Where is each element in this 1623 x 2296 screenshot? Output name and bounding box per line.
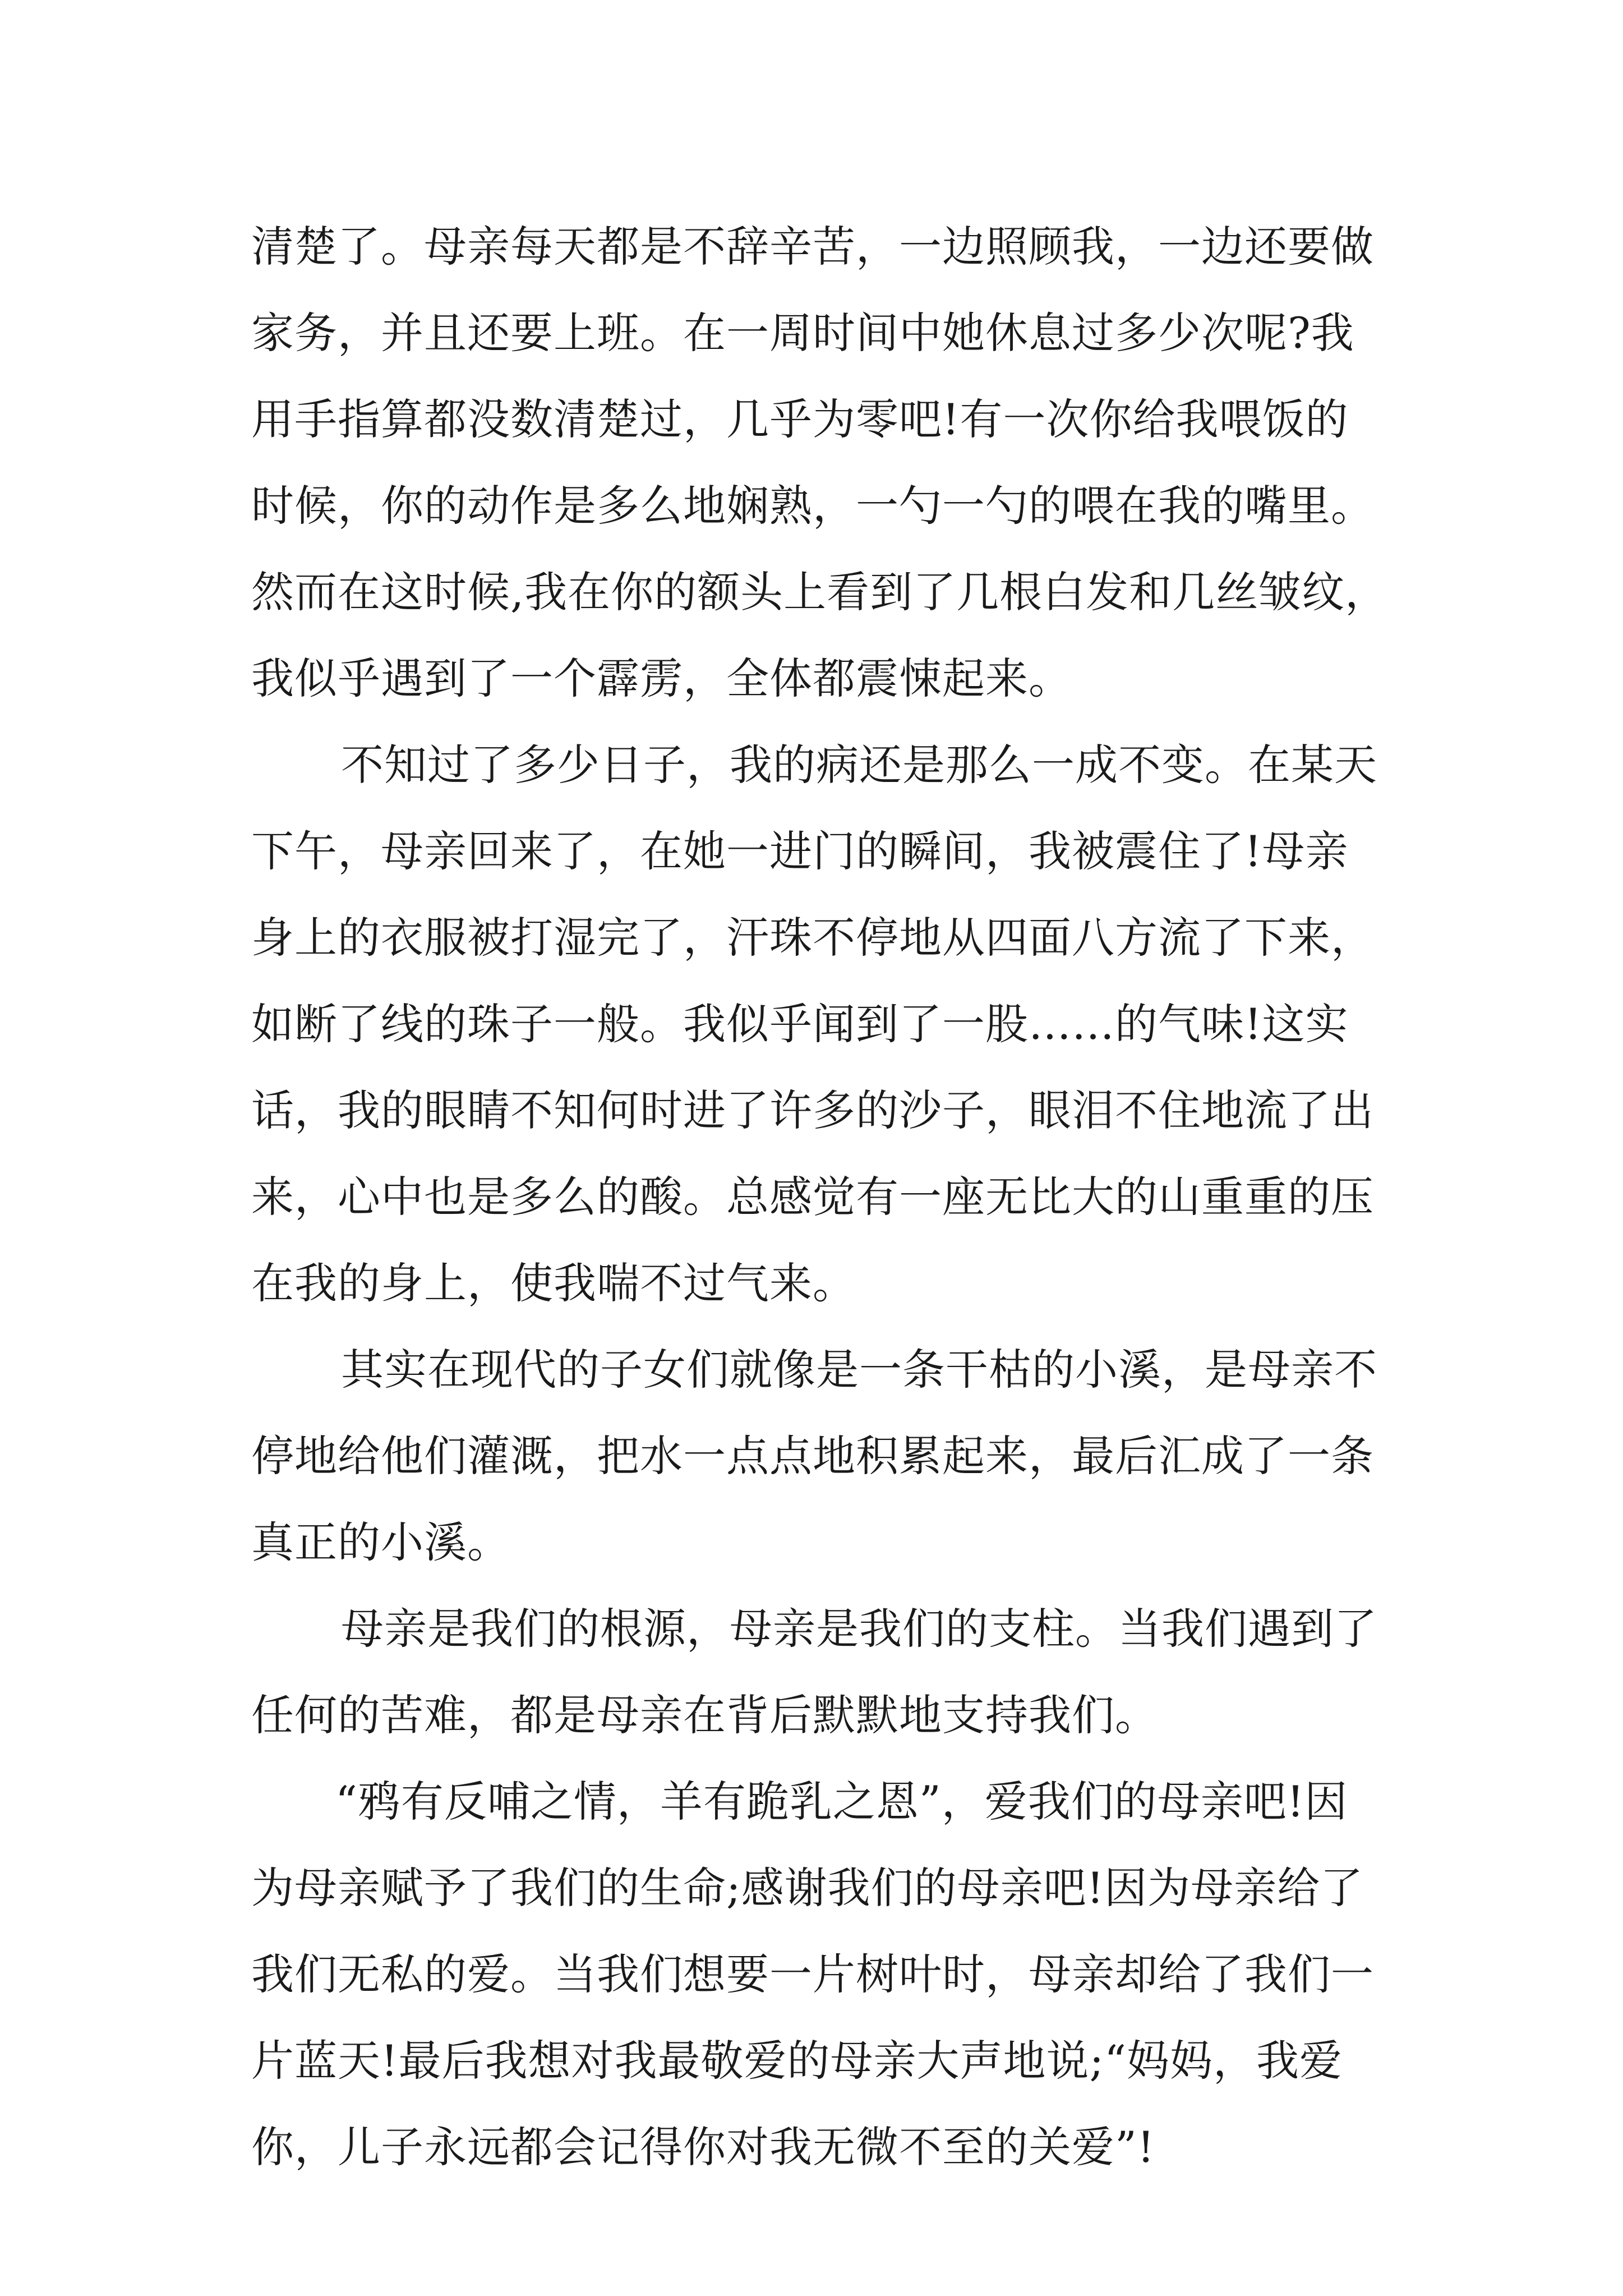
text-line: 片蓝天!最后我想对我最敬爱的母亲大声地说;“妈妈，我爱 (251, 2036, 1343, 2086)
text-line: 清楚了。母亲每天都是不辞辛苦，一边照顾我，一边还要做 (251, 222, 1374, 272)
text-line: 为母亲赋予了我们的生命;感谢我们的母亲吧!因为母亲给了 (251, 1863, 1364, 1913)
text-line: 你，儿子永远都会记得你对我无微不至的关爱”! (251, 2122, 1155, 2172)
text-line: 我似乎遇到了一个霹雳，全体都震悚起来。 (251, 654, 1072, 703)
text-line: 家务，并且还要上班。在一周时间中她休息过多少次呢?我 (251, 308, 1354, 358)
paragraph-start-line: 母亲是我们的根源，母亲是我们的支柱。当我们遇到了 (341, 1604, 1377, 1654)
text-line: 如断了线的珠子一般。我似乎闻到了一股……的气味!这实 (251, 999, 1349, 1049)
paragraph-start-line: “鸦有反哺之情，羊有跪乳之恩”，爱我们的母亲吧!因 (335, 1777, 1348, 1826)
text-line: 时候，你的动作是多么地娴熟，一勺一勺的喂在我的嘴里。 (251, 481, 1374, 531)
text-line: 停地给他们灌溉，把水一点点地积累起来，最后汇成了一条 (251, 1431, 1374, 1481)
text-line: 我们无私的爱。当我们想要一片树叶时，母亲却给了我们一 (251, 1949, 1374, 1999)
essay-body (251, 204, 1418, 2191)
text-line: 话，我的眼睛不知何时进了许多的沙子，眼泪不住地流了出 (251, 1085, 1374, 1135)
text-line: 下午，母亲回来了，在她一进门的瞬间，我被震住了!母亲 (251, 826, 1349, 876)
text-line: 任何的苦难，都是母亲在背后默默地支持我们。 (251, 1690, 1158, 1740)
text-line: 来，心中也是多么的酸。总感觉有一座无比大的山重重的压 (251, 1172, 1374, 1222)
text-line: 在我的身上，使我喘不过气来。 (251, 1258, 856, 1308)
paragraph-start-line: 其实在现代的子女们就像是一条干枯的小溪，是母亲不 (341, 1345, 1377, 1395)
text-line: 真正的小溪。 (251, 1517, 510, 1567)
text-line: 用手指算都没数清楚过，几乎为零吧!有一次你给我喂饭的 (251, 394, 1349, 444)
text-line: 身上的衣服被打湿完了，汗珠不停地从四面八方流了下来， (251, 913, 1374, 963)
text-line: 然而在这时候,我在你的额头上看到了几根白发和几丝皱纹， (251, 567, 1389, 617)
paragraph-start-line: 不知过了多少日子，我的病还是那么一成不变。在某天 (341, 740, 1377, 790)
